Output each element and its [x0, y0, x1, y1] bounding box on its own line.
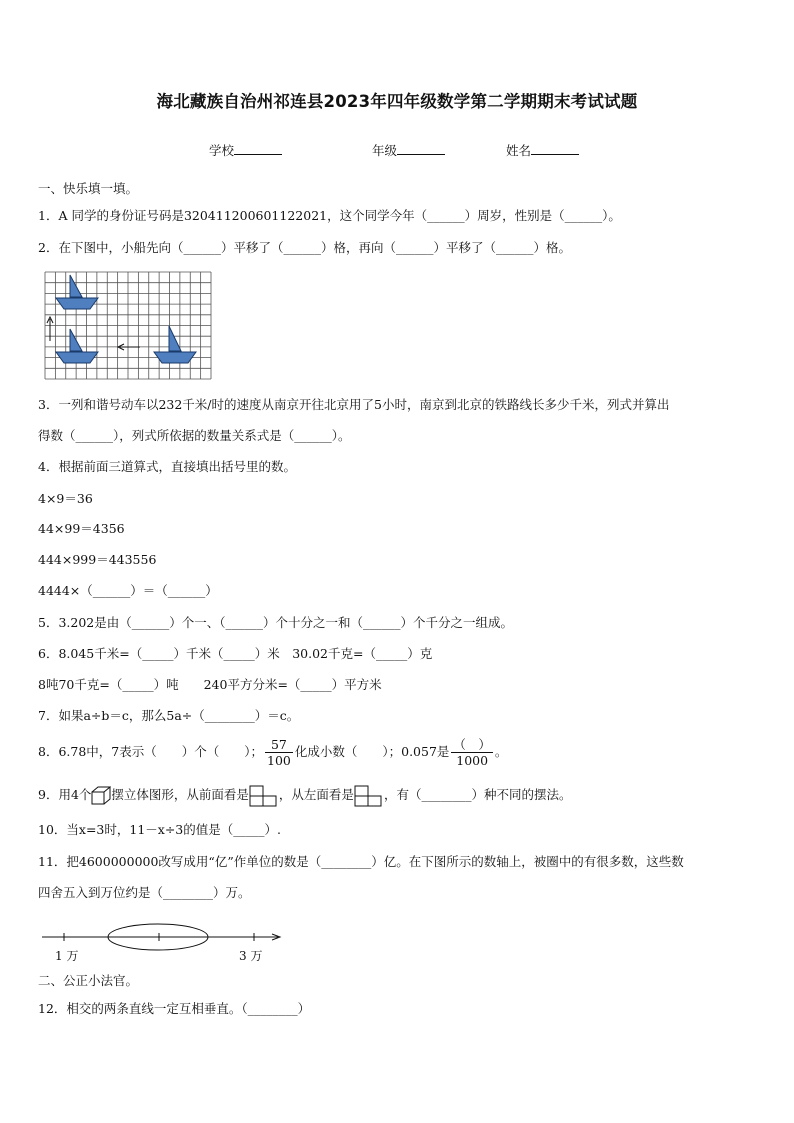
- number-line-figure: [40, 918, 290, 966]
- q8-fraction-2: [451, 737, 493, 768]
- grade-field: [372, 141, 445, 159]
- q4-equation-1: 4×9＝36: [38, 491, 93, 506]
- boat-bottom-right: [154, 326, 196, 363]
- question-8: [38, 734, 507, 770]
- school-blank[interactable]: [234, 142, 282, 155]
- question-5: 5．3.202是由（______）个一、（______）个十分之一和（______）个千分之一组成。: [38, 615, 513, 630]
- question-12: 12．相交的两条直线一定互相垂直。（________）: [38, 1001, 311, 1016]
- q8-frac1-numerator: 57: [265, 737, 293, 753]
- question-2: 2．在下图中，小船先向（______）平移了（______）格，再向（______）平移了（______）格。: [38, 240, 571, 255]
- exam-title: 海北藏族自治州祁连县2023年四年级数学第二学期期末考试试题: [156, 92, 638, 111]
- name-label: 姓名: [506, 143, 532, 158]
- boat-top: [56, 275, 98, 309]
- q8-frac1-denominator: 100: [267, 753, 291, 768]
- q9-text-3: ，从左面看是: [278, 787, 354, 802]
- q8-text-2: 化成小数（ ）；0.057是: [294, 744, 450, 759]
- question-6-line1: 6．8.045千米=（_____）千米（_____）米 30.02千克=（_____）克: [38, 646, 433, 661]
- axis-label-right: 3 万: [239, 949, 263, 963]
- front-view-icon: [249, 785, 279, 807]
- q8-frac2-denominator: 1000: [456, 753, 489, 768]
- arrow-left-icon: [118, 344, 140, 350]
- q9-text-2: 摆立体图形，从前面看是: [111, 787, 249, 802]
- question-3-line1: 3．一列和谐号动车以232千米/时的速度从南京开往北京用了5小时，南京到北京的铁路线长多少千米，列式并算出: [38, 397, 670, 412]
- school-field: [209, 141, 282, 159]
- q4-equation-4: 4444×（______）＝（______）: [38, 583, 218, 598]
- school-label: 学校: [209, 143, 235, 158]
- cube-icon: [91, 786, 111, 806]
- grade-blank[interactable]: [397, 142, 445, 155]
- q8-text-3: 。: [494, 744, 508, 759]
- question-6-line2: 8吨70千克=（_____）吨 240平方分米=（_____）平方米: [38, 677, 382, 692]
- side-view-icon: [354, 785, 384, 807]
- question-4: 4．根据前面三道算式，直接填出括号里的数。: [38, 459, 296, 474]
- q9-text-4: ，有（________）种不同的摆法。: [383, 787, 572, 802]
- name-field: [506, 141, 579, 159]
- question-10: 10．当x=3时，11－x÷3的值是（_____）.: [38, 822, 281, 837]
- grade-label: 年级: [372, 143, 398, 158]
- section-2-heading: 二、公正小法官。: [38, 973, 139, 988]
- question-9: [38, 784, 571, 807]
- q4-equation-2: 44×99＝4356: [38, 521, 125, 536]
- section-1-heading: 一、快乐填一填。: [38, 181, 139, 196]
- question-11-line2: 四舍五入到万位约是（________）万。: [38, 885, 251, 900]
- arrow-up-icon: [47, 317, 53, 341]
- boat-bottom-left: [56, 329, 98, 363]
- question-7: 7．如果a÷b＝c，那么5a÷（________）＝c。: [38, 708, 300, 723]
- question-3-line2: 得数（______），列式所依据的数量关系式是（______）。: [38, 428, 351, 443]
- q4-equation-3: 444×999＝443556: [38, 552, 157, 567]
- axis-label-left: 1 万: [55, 949, 79, 963]
- q8-fraction-1: [265, 737, 293, 768]
- question-1: 1．A 同学的身份证号码是320411200601122021，这个同学今年（______）周岁，性别是（______）。: [38, 208, 621, 223]
- q8-text-1: 8．6.78中，7表示（ ）个（ ）；: [38, 744, 263, 759]
- name-blank[interactable]: [531, 142, 579, 155]
- q8-frac2-numerator: （ ）: [453, 737, 491, 752]
- question-11-line1: 11．把4600000000改写成用“亿”作单位的数是（________）亿。在下图所示的数轴上，被圈中的有很多数，这些数: [38, 854, 684, 869]
- boat-grid-figure: [44, 271, 212, 380]
- q9-text-1: 9．用4个: [38, 787, 92, 802]
